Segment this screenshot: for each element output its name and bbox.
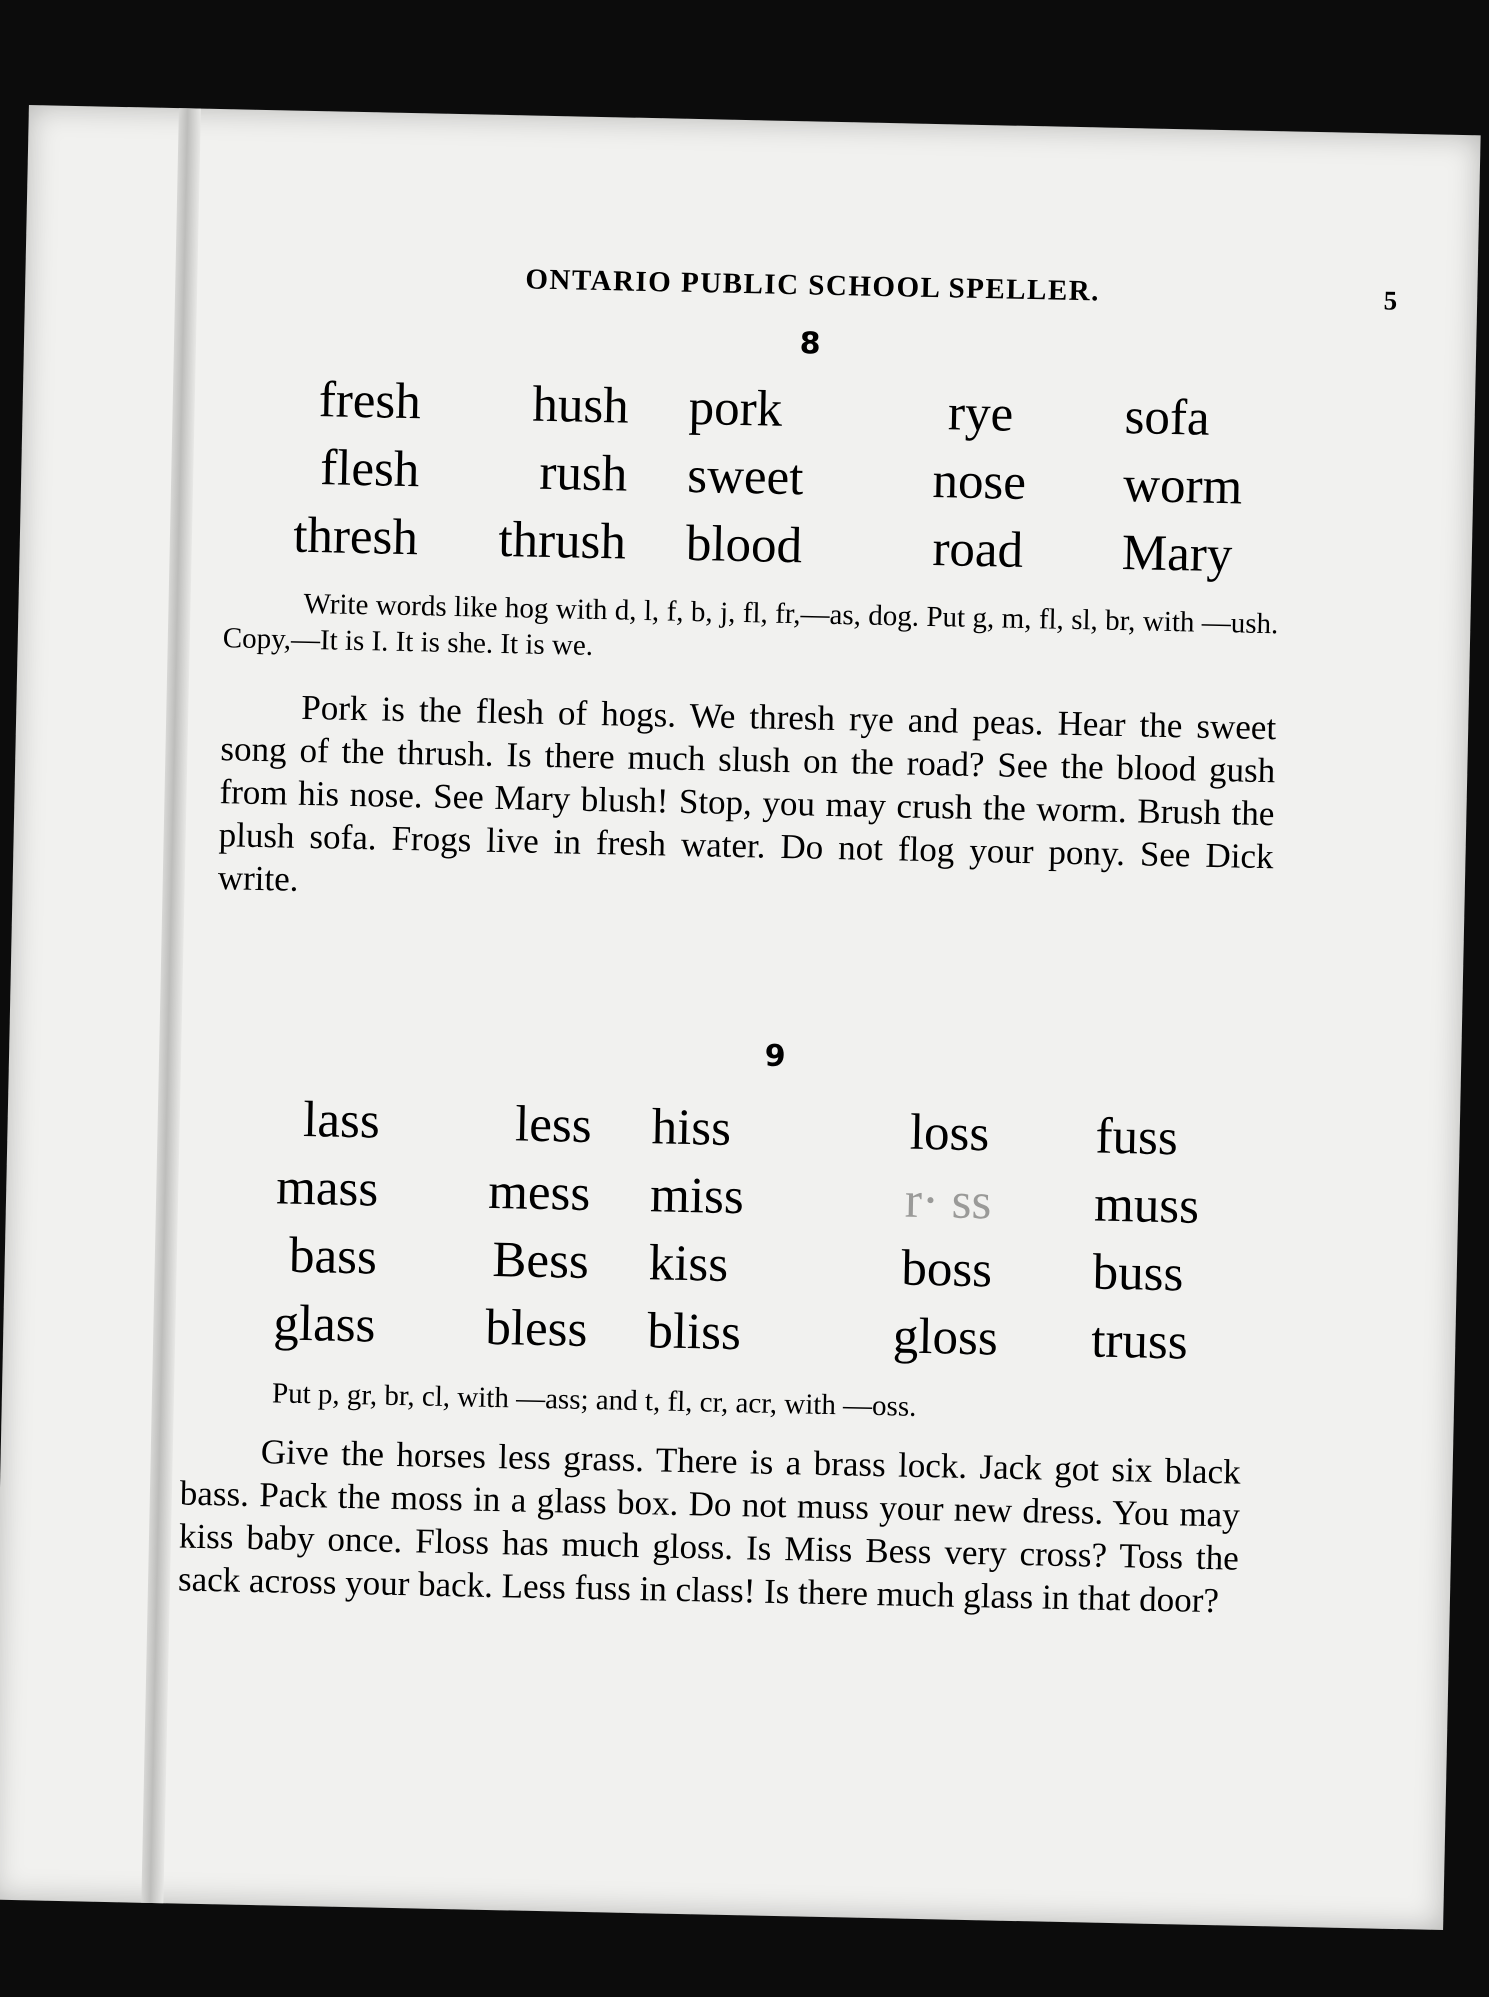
book-page [0, 105, 1481, 1930]
exercise-instruction: Put p, gr, br, cl, with —ass; and t, fl, cr, acr, with —oss. [271, 1377, 917, 1423]
spelling-word: flesh [319, 440, 420, 499]
spelling-word: hush [531, 376, 630, 435]
running-title: ONTARIO PUBLIC SCHOOL SPELLER. [525, 263, 1101, 308]
exercise-instruction: Write words like hog with d, l, f, b, j, fl, fr,—as, dog. Put g, m, fl, sl, br, with —ush. Copy,—It is I. It is she. It is we. [222, 587, 1279, 662]
spelling-word-grid [249, 365, 1293, 591]
lesson-number: 8 [799, 326, 821, 362]
spelling-word: thresh [292, 507, 419, 567]
spelling-word: glass [272, 1295, 377, 1354]
word-column [1081, 382, 1293, 590]
spelling-word-grid [203, 1084, 1268, 1378]
spelling-word: miss [649, 1167, 745, 1226]
spelling-word: sofa [1124, 389, 1211, 447]
word-column [457, 369, 669, 577]
spelling-word: boss [900, 1240, 993, 1299]
spelling-word: bliss [646, 1303, 742, 1362]
spelling-word: road [931, 521, 1024, 579]
word-column [203, 1084, 421, 1360]
spelling-word: rush [538, 444, 628, 503]
spelling-word: fresh [318, 372, 422, 431]
spelling-word: worm [1122, 456, 1243, 516]
spelling-word: Bess [491, 1231, 590, 1290]
page-gutter [141, 108, 201, 1903]
spelling-word: mass [275, 1159, 379, 1218]
lesson-number: 9 [764, 1038, 786, 1075]
word-column [249, 365, 461, 573]
spelling-word: kiss [648, 1235, 729, 1293]
spelling-word: muss [1093, 1176, 1200, 1235]
spelling-word: gloss [892, 1308, 999, 1367]
spelling-word: rye [947, 385, 1014, 443]
spelling-word: truss [1090, 1312, 1189, 1371]
spelling-word: pork [688, 379, 783, 438]
spelling-word: sweet [686, 447, 805, 507]
spelling-word: buss [1092, 1244, 1185, 1303]
page-header [345, 260, 1408, 322]
spelling-word: lass [302, 1091, 381, 1150]
spelling-word: hiss [651, 1099, 732, 1157]
spelling-word: thrush [497, 511, 627, 571]
spelling-word: bless [484, 1299, 589, 1358]
word-column [627, 1093, 845, 1369]
spelling-word: mess [487, 1163, 591, 1222]
spelling-word: less [514, 1096, 593, 1154]
spelling-word: fuss [1094, 1108, 1179, 1167]
spelling-word: nose [931, 453, 1027, 511]
reading-passage: Give the horses less grass. There is a brass lock. Jack got six black bass. Pack the moss in a glass box. Do not muss your new dress. You may kiss baby once. Floss has much gloss. Is Miss Bess very cross? Toss the sack across your back. Less fuss in class! Is there much glass in that door? [177, 1432, 1241, 1621]
page-number: 5 [1383, 285, 1398, 316]
word-column [665, 373, 877, 581]
spelling-word: blood [685, 515, 803, 575]
word-column [1051, 1102, 1269, 1378]
spelling-word-damaged: r· ss [904, 1172, 992, 1231]
word-column [415, 1088, 633, 1364]
spelling-word: loss [909, 1104, 990, 1163]
spelling-word: bass [288, 1227, 378, 1286]
word-column [873, 378, 1085, 586]
spelling-word: Mary [1121, 524, 1233, 584]
word-column [839, 1097, 1057, 1373]
reading-passage: Pork is the flesh of hogs. We thresh rye and peas. Hear the sweet song of the thrush. Is there much slush on the road? See the blood gush from his nose. See Mary blush! Stop, you may crush the worm. Brush the plush sofa. Frogs live in fresh water. Do not flog your pony. See Dick write. [217, 687, 1277, 899]
